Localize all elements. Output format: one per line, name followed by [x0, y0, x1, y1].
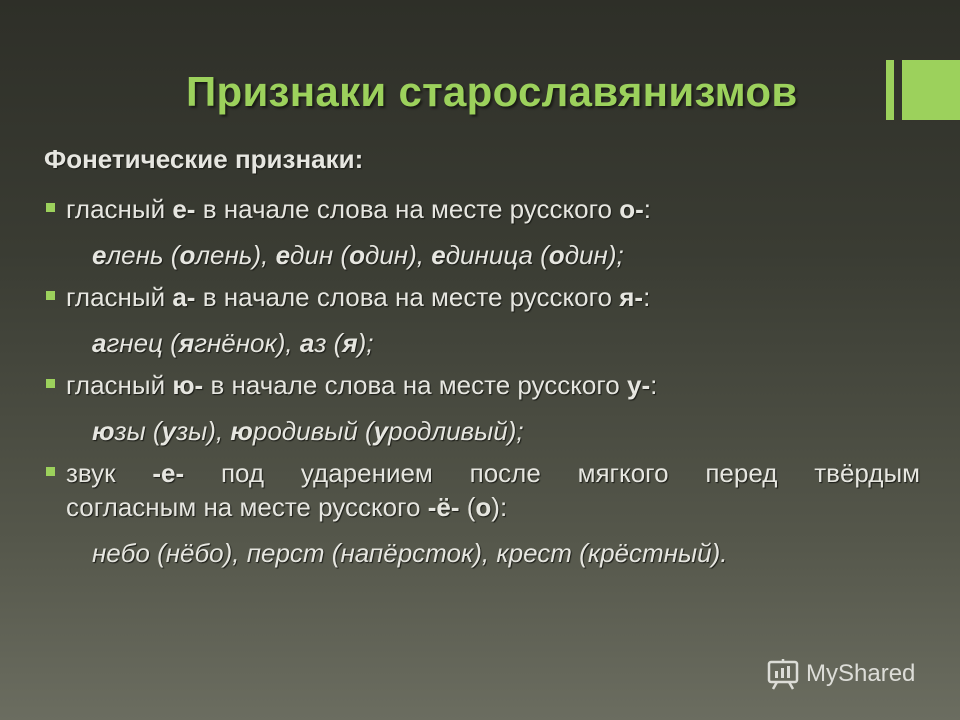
example-letter: е	[431, 240, 446, 270]
example-letter: ю	[92, 416, 115, 446]
example-text: дин (	[290, 240, 350, 270]
example-letter: о	[349, 240, 365, 270]
example-text: зы (	[114, 416, 162, 446]
bullet-icon	[46, 467, 55, 476]
example-line-1	[44, 238, 920, 272]
example-letter: я	[342, 328, 358, 358]
rule-text: :	[650, 370, 658, 400]
example-text: з (	[314, 328, 343, 358]
example-letter: я	[178, 328, 195, 358]
example-line-2	[44, 326, 920, 360]
rule-text: гласный	[66, 194, 173, 224]
rule-letter: о-	[619, 194, 644, 224]
example-text: лень (	[106, 240, 180, 270]
example-letter: у	[373, 416, 389, 446]
rule-letter: -е-	[152, 458, 185, 488]
rule-text: :	[643, 194, 652, 224]
example-text: диница (	[445, 240, 549, 270]
rule-line-a	[66, 456, 920, 490]
example-text: гнец (	[106, 328, 179, 358]
example-text: гнёнок),	[194, 328, 300, 358]
rule-letter: а-	[172, 282, 196, 312]
example-text: зы),	[176, 416, 231, 446]
rule-text: в начале слова на месте русского	[195, 282, 620, 312]
rule-letter: у-	[627, 370, 651, 400]
rule-text: гласный	[66, 370, 173, 400]
rule-text: :	[643, 282, 651, 312]
example-text: );	[357, 328, 374, 358]
rule-letter: -ё-	[427, 492, 460, 522]
example-text: дин);	[564, 240, 624, 270]
example-letter: а	[92, 328, 107, 358]
bullet-icon	[46, 379, 55, 388]
rule-text: согласным на месте русского	[66, 492, 428, 522]
example-letter: о	[548, 240, 565, 270]
rule-text: ):	[491, 492, 508, 522]
example-text: лень),	[195, 240, 276, 270]
rule-text: звук	[66, 458, 153, 488]
example-letter: а	[299, 328, 315, 358]
section-heading: Фонетические признаки:	[44, 144, 364, 174]
example-letter: о	[179, 240, 196, 270]
example-letter: е	[92, 240, 107, 270]
example-text: родливый);	[388, 416, 524, 446]
slide-content	[44, 140, 920, 570]
rule-text: под ударением после мягкого перед твёрдым	[184, 458, 921, 488]
accent-bar-thin	[886, 60, 894, 120]
rule-text: гласный	[66, 282, 173, 312]
example-letter: у	[161, 416, 177, 446]
example-line-4	[44, 536, 920, 570]
presentation-board-icon	[766, 657, 800, 691]
rule-text: в начале слова на месте русского	[203, 370, 627, 400]
rule-letter: ю-	[172, 370, 204, 400]
rule-line-b	[66, 490, 920, 524]
rule-text: в начале слова на месте русского	[195, 194, 620, 224]
bullet-icon	[46, 291, 55, 300]
accent-bar-wide	[902, 60, 960, 120]
example-text: родивый (	[252, 416, 374, 446]
example-text: небо (нёбо), перст (напёрсток), крест (крёстный).	[92, 538, 728, 568]
slide-title: Признаки старославянизмов	[186, 68, 798, 115]
rule-item-4	[44, 456, 920, 524]
rule-letter: я-	[619, 282, 644, 312]
example-line-3	[44, 414, 920, 448]
rule-letter: е-	[172, 194, 196, 224]
watermark-text: MyShared	[806, 660, 916, 687]
rule-letter: о	[475, 492, 492, 522]
example-letter: ю	[230, 416, 253, 446]
rule-text: (	[459, 492, 476, 522]
rule-item-3	[44, 368, 920, 402]
rule-item-2	[44, 280, 920, 314]
bullet-icon	[46, 203, 55, 212]
example-letter: е	[275, 240, 291, 270]
myshared-watermark	[766, 656, 915, 692]
rule-item-1	[44, 192, 920, 226]
example-text: дин),	[364, 240, 432, 270]
